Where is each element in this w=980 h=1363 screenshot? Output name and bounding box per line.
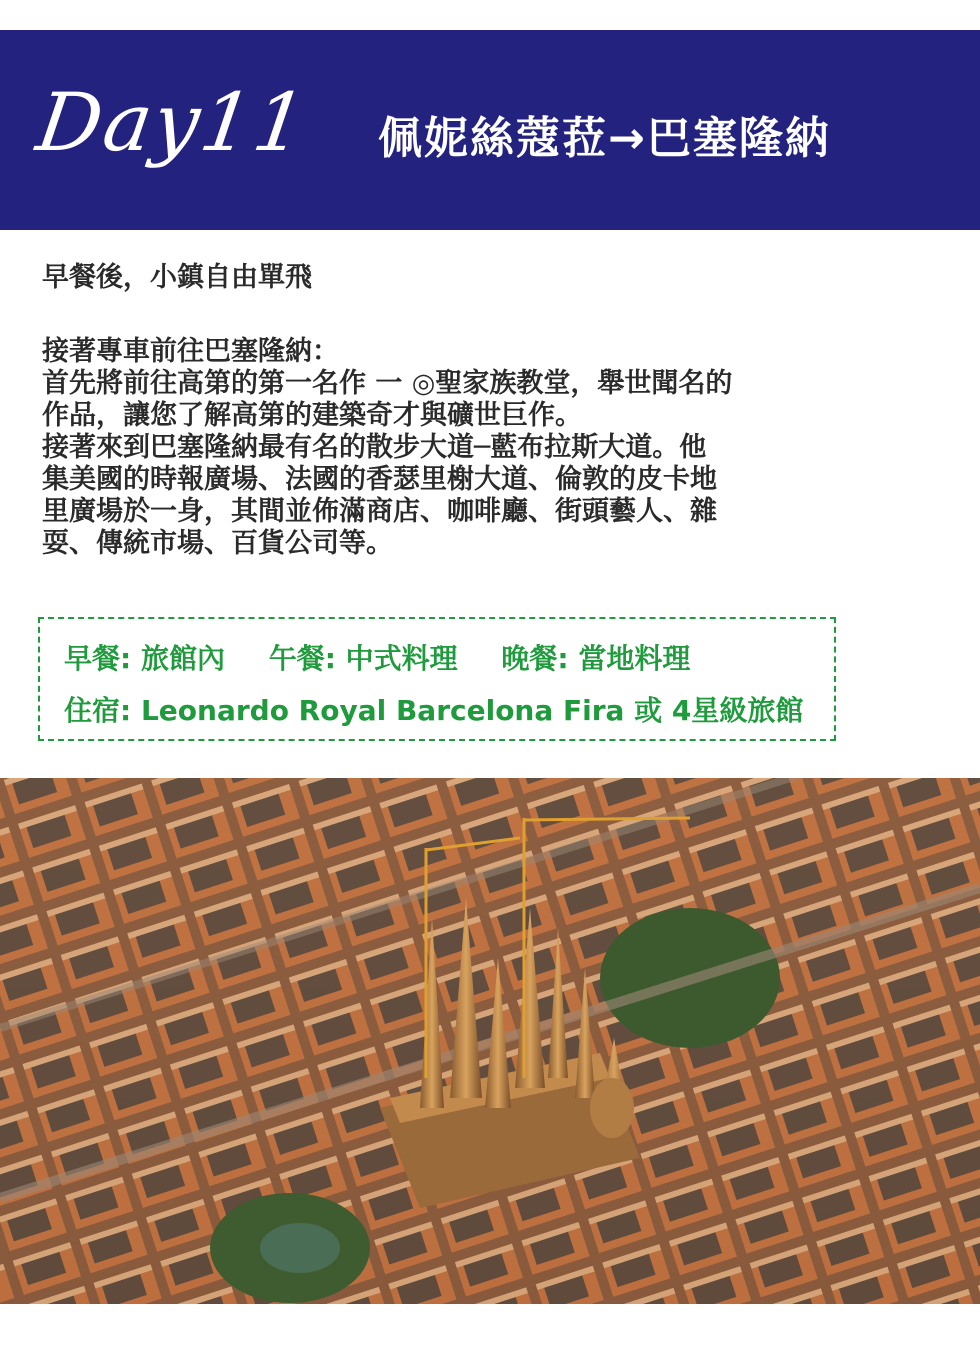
text-line: 作品，讓您了解高第的建築奇才與礦世巨作。 <box>42 400 582 431</box>
itinerary-text <box>42 262 942 560</box>
paragraph-barcelona <box>42 336 942 560</box>
text-line: 里廣場於一身，其間並佈滿商店、咖啡廳、街頭藝人、雜 <box>42 496 717 527</box>
day-label: Day11 <box>31 76 314 169</box>
day-header-banner <box>0 30 980 230</box>
aerial-city-illustration <box>0 778 980 1304</box>
sagrada-familia-photo <box>0 778 980 1304</box>
text-line: 接著專車前往巴塞隆納： <box>42 336 339 367</box>
meal-info-box <box>38 617 836 741</box>
text-line: 首先將前往高第的第一名作 一 ◎聖家族教堂，舉世聞名的 <box>42 368 733 399</box>
breakfast-info: 早餐: 旅館內 <box>64 642 225 675</box>
text-line: 耍、傳統市場、百貨公司等。 <box>42 528 393 559</box>
meal-row <box>64 637 690 677</box>
hotel-info: 住宿: Leonardo Royal Barcelona Fira 或 4星級旅館 <box>64 694 804 727</box>
paragraph-breakfast: 早餐後，小鎮自由單飛 <box>42 262 312 293</box>
route-title: 佩妮絲蔻菈→巴塞隆納 <box>378 113 831 164</box>
text-line: 集美國的時報廣場、法國的香瑟里榭大道、倫敦的皮卡地 <box>42 464 717 495</box>
text-line: 接著來到巴塞隆納最有名的散步大道─藍布拉斯大道。他 <box>42 432 707 463</box>
lunch-info: 午餐: 中式料理 <box>268 642 458 675</box>
dinner-info: 晚餐: 當地料理 <box>501 642 691 675</box>
